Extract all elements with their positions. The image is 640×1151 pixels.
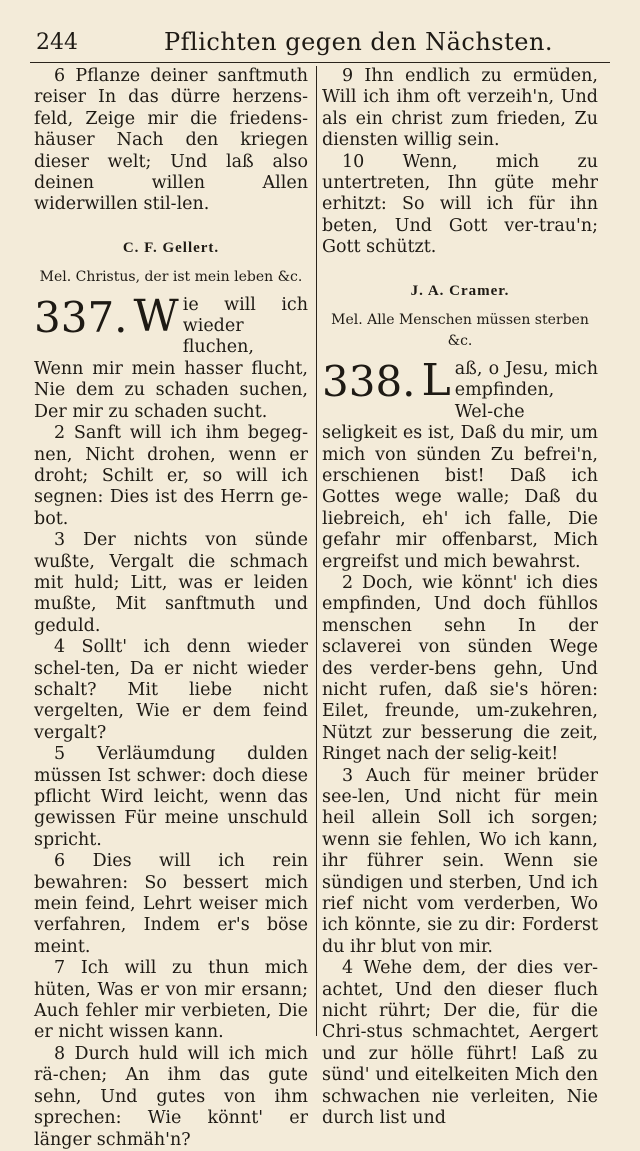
- hymn-337-verse-7: 7 Ich will zu thun mich hüten, Was er von mir ersann; Auch fehler mir verbieten, Die er nicht wissen kann.: [34, 958, 308, 1043]
- hymn-337-verse-6: 6 Dies will ich rein bewahren: So bessert mich mein feind, Lehrt weiser mich verfahren, Indem er's böse meint.: [34, 851, 308, 957]
- hymn-337-verse-3: 3 Der nichts von sünde wußte, Vergalt die schmach mit huld; Litt, was er leiden mußte, Mit sanftmuth und geduld.: [34, 530, 308, 636]
- page-header: [36, 26, 616, 60]
- right-column: [322, 66, 598, 1130]
- hymn-338-verse-4: 4 Wehe dem, der dies ver-achtet, Und den dieser fluch nicht rührt; Der die, für die Chri-stus schmachtet, Aergert und zur hölle führt! Laß zu sünd' und eitelkeiten Mich den schwachen nie verleiten, Nie durch list und: [322, 958, 598, 1129]
- running-title: Pflichten gegen den Nächsten.: [164, 28, 554, 56]
- hymn-337-verse-8: 8 Durch huld will ich mich rä-chen; An ihm das gute sehn, Und gutes von ihm sprechen: Wie könnt' er länger schmäh'n?: [34, 1043, 308, 1150]
- column-divider: [316, 66, 317, 1036]
- hymn-338-verse-2: 2 Doch, wie könnt' ich dies empfinden, Und doch fühllos menschen sehn In der sclaverei von sünden Wege des verder-bens gehn, Und nicht rufen, daß sie's hören: Eilet, freunde, um-zukehren, Nützt zur besserung die zeit, Ringet nach der selig-keit!: [322, 572, 598, 765]
- hymn-337-verse-1-text: ie will ich wieder fluchen, Wenn mir mein hasser flucht, Nie dem zu schaden suchen, Der mir zu schaden sucht.: [34, 294, 308, 422]
- hymn-337-verse-2: 2 Sanft will ich ihm begeg-nen, Nicht drohen, wenn er droht; Schilt er, so will ich segnen: Dies ist des Herrn ge-bot.: [34, 423, 308, 529]
- hymn-338-verse-3: 3 Auch für meiner brüder see-len, Und nicht für mein heil allein Soll ich sorgen; wenn sie fehlen, Wo ich kann, ihr führer sein. Wenn sie sündigen und sterben, Und ich rief nicht vom verderben, Wo ich könnte, sie zu dir: Forderst du ihr blut von mir.: [322, 765, 598, 957]
- page-number: 244: [36, 30, 78, 55]
- hymn-338-melody: Mel. Alle Menschen müssen sterben &c.: [331, 312, 589, 350]
- verse-prev-9: 9 Ihn endlich zu ermüden, Will ich ihm oft verzeih'n, Und als ein christ zum frieden, Zu diensten willig sein.: [322, 66, 598, 151]
- hymn-337-verse-1: [34, 290, 308, 423]
- hymn-338-verse-1-text: aß, o Jesu, mich empfinden, Wel-che seligkeit es ist, Daß du mir, um mich von sünden Zu befrei'n, erschienen bist! Daß ich Gottes wege walle; Daß du liebreich, eh' ich falle, Die gefahr mir offenbarst, Mich ergreifst und mich bewahrst.: [322, 358, 598, 572]
- hymn-337-melody: Mel. Christus, der ist mein leben &c.: [39, 269, 303, 286]
- hymn-337-dropcap: W: [133, 290, 179, 342]
- hymn-338-author: J. A. Cramer.: [410, 282, 510, 299]
- hymn-337-verse-5: 5 Verläumdung dulden müssen Ist schwer: doch diese pflicht Wird leicht, wenn das gewissen Für meine unschuld spricht.: [34, 744, 308, 850]
- verse-prev-6: 6 Pflanze deiner sanftmuth reiser In das dürre herzens-feld, Zeige mir die friedens-häuser Nach den kriegen dieser welt; Und laß also deinen willen Allen widerwillen stil-len.: [34, 66, 308, 215]
- hymn-337-number: 337.: [34, 292, 128, 342]
- hymn-337-author: C. F. Gellert.: [122, 239, 220, 256]
- verse-prev-10: 10 Wenn, mich zu untertreten, Ihn güte mehr erhitzt: So will ich für ihn beten, Und Gott ver-trau'n; Gott schützt.: [322, 151, 598, 258]
- left-column: [34, 66, 308, 1151]
- hymn-338-dropcap: L: [421, 354, 451, 406]
- header-rule: [30, 62, 610, 63]
- hymn-337-verse-4: 4 Sollt' ich denn wieder schel-ten, Da er nicht wieder schalt? Mit liebe nicht vergelten, Wie er dem feind vergalt?: [34, 637, 308, 743]
- hymn-338-number: 338.: [322, 356, 416, 406]
- hymn-338-verse-1: [322, 354, 598, 573]
